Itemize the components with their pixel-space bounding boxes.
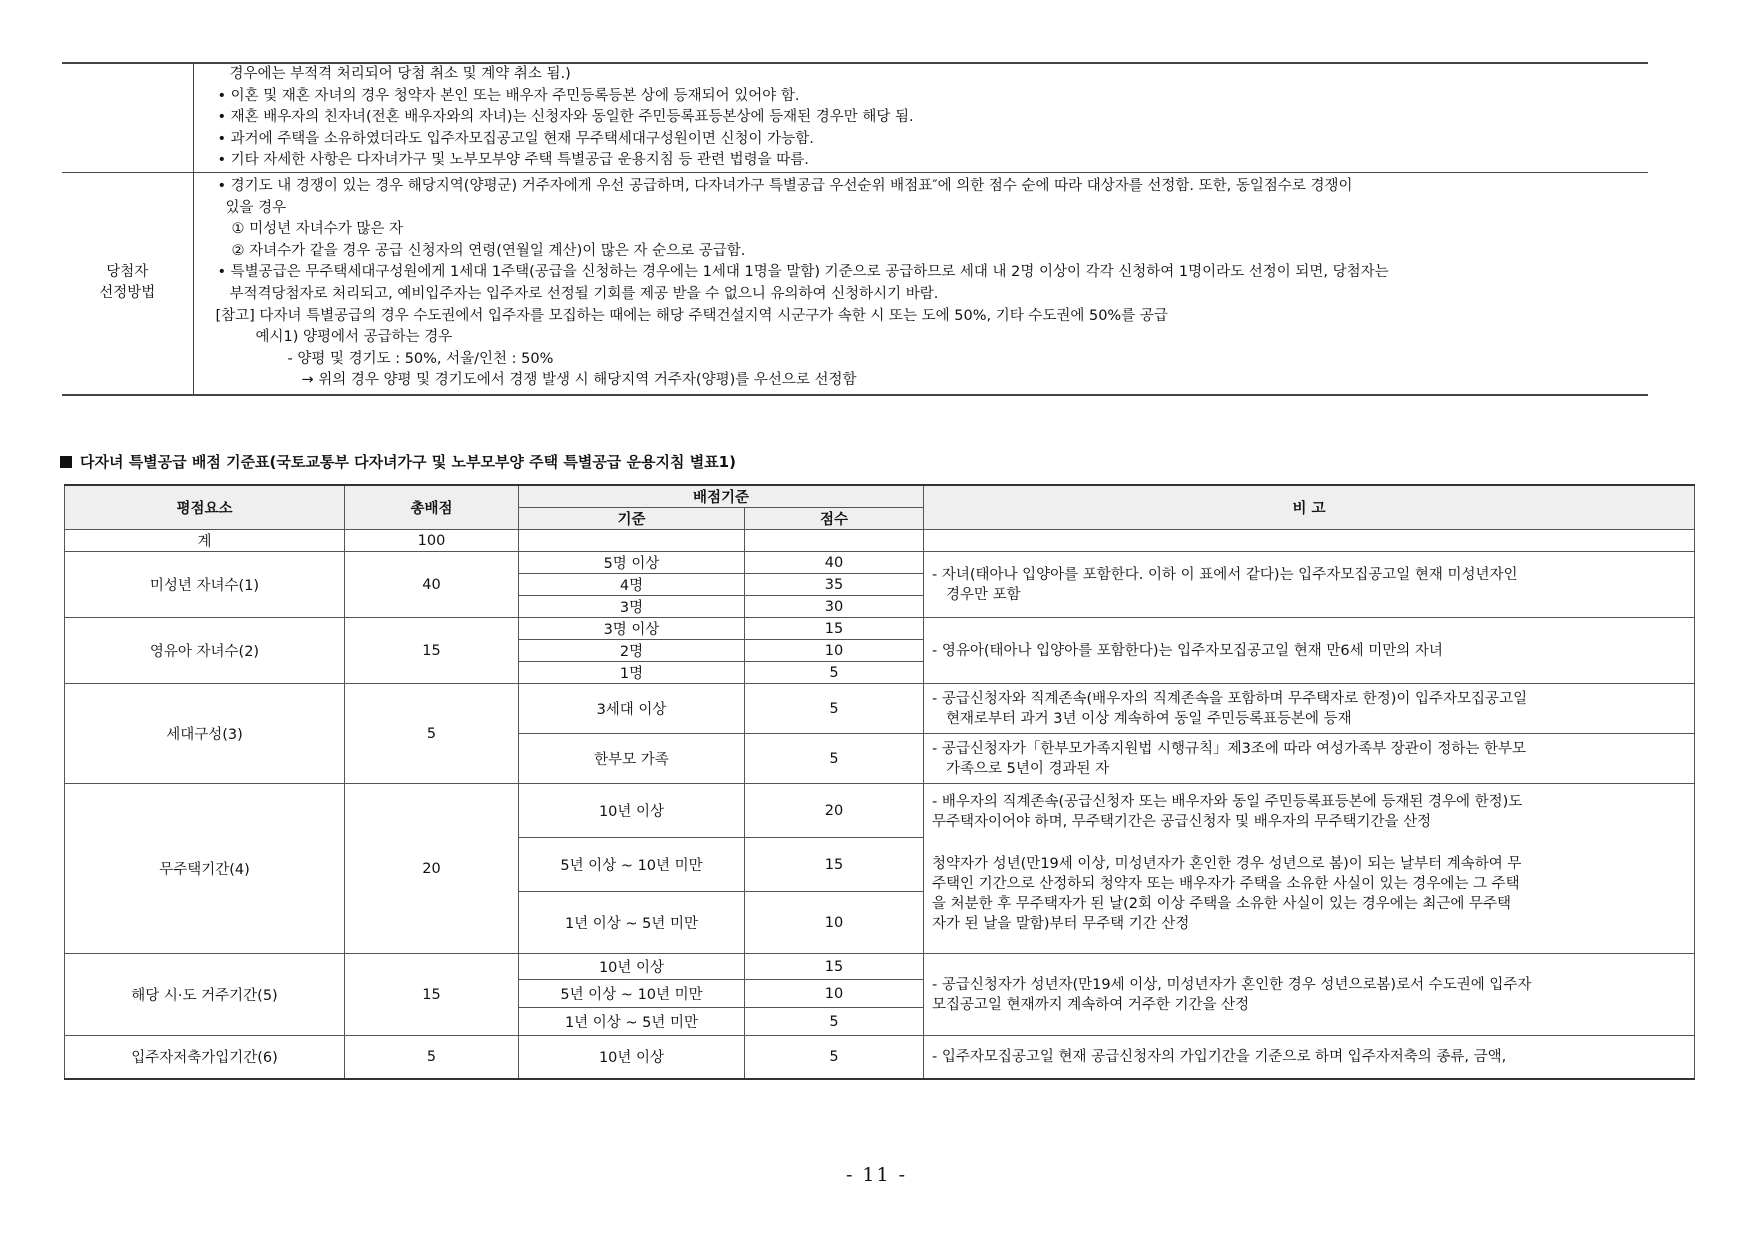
cell-factor: 입주자저축가입기간(6)	[65, 1036, 345, 1079]
cell-criteria: 5명 이상	[519, 552, 745, 574]
text-line: 부적격당첨자로 처리되고, 예비입주자는 입주자로 선정될 기회를 제공 받을 수 없으니 유의하여 신청하시기 바람.	[229, 285, 939, 302]
row-label-selection-method: 당첨자 선정방법	[62, 172, 193, 394]
cell-factor: 영유아 자녀수(2)	[65, 618, 345, 684]
cell-factor: 계	[65, 530, 345, 552]
table-row	[65, 784, 1695, 838]
cell-total: 5	[345, 1036, 519, 1079]
cell-score: 15	[745, 954, 924, 980]
bullet-line: • 경기도 내 경쟁이 있는 경우 해당지역(양평군) 거주자에게 우선 공급하며, 다자녀가구 특별공급 우선순위 배점표″에 의한 점수 순에 따라 대상자를 선정함. 또한, 동일점수로 경쟁이	[217, 177, 1353, 194]
header-criteria-group: 배점기준	[519, 485, 924, 508]
bullet-line: • 이혼 및 재혼 자녀의 경우 청약자 본인 또는 배우자 주민등록등본 상에 등재되어 있어야 함.	[217, 87, 800, 104]
numbered-line: ① 미성년 자녀수가 많은 자	[231, 221, 404, 238]
cell-remarks: - 입주자모집공고일 현재 공급신청자의 가입기간을 기준으로 하며 입주자저축의 종류, 금액,	[924, 1036, 1695, 1079]
header-factor: 평점요소	[65, 485, 345, 530]
example-line: 예시1) 양평에서 공급하는 경우	[255, 329, 453, 346]
header-score: 점수	[745, 508, 924, 530]
cell-score: 5	[745, 734, 924, 784]
page-number: - 11 -	[845, 1164, 908, 1186]
numbered-line: ② 자녀수가 같을 경우 공급 신청자의 연령(연월일 계산)이 많은 자 순으로 공급함.	[231, 242, 746, 259]
cell-remarks: - 배우자의 직계존속(공급신청자 또는 배우자와 동일 주민등록표등본에 등재된 경우에 한정)도 무주택자이어야 하며, 무주택기간은 공급신청자 및 배우자의 무주택기간을 산정 청약자가 성년(만19세 이상, 미성년자가 혼인한 경우 성년으로 봄)이 되는 날부터 계속하여 무 주택인 기간으로 산정하되 청약자 또는 배우자가 주택을 소유한 사실이 있는 경우에는 그 주택 을 처분한 후 무주택자가 된 날(2회 이상 주택을 소유한 사실이 있는 경우에는 최근에 무주택 자가 된 날을 말함)부터 무주택 기간 산정	[924, 784, 1695, 954]
cell-criteria: 2명	[519, 640, 745, 662]
reference-line: [참고] 다자녀 특별공급의 경우 수도권에서 입주자를 모집하는 때에는 해당 주택건설지역 시군구가 속한 시 또는 도에 50%, 기타 수도권에 50%를 공급	[215, 307, 1168, 324]
cell-total: 15	[345, 954, 519, 1036]
cell-total: 15	[345, 618, 519, 684]
text-line: 있을 경우	[225, 199, 287, 216]
bullet-line: • 재혼 배우자의 친자녀(전혼 배우자와의 자녀)는 신청자와 동일한 주민등록표등본상에 등재된 경우만 해당 됨.	[217, 109, 914, 126]
cell-score: 5	[745, 1008, 924, 1036]
cell-score: 5	[745, 662, 924, 684]
cell-score: 10	[745, 640, 924, 662]
cell-criteria: 10년 이상	[519, 954, 745, 980]
cell-total: 20	[345, 784, 519, 954]
table-row	[65, 1036, 1695, 1079]
cell-score: 15	[745, 618, 924, 640]
eligibility-row-selection	[62, 172, 1648, 394]
eligibility-row-notes	[62, 63, 1648, 172]
header-criteria: 기준	[519, 508, 745, 530]
text-line: 경우에는 부적격 처리되어 당첨 취소 및 계약 취소 됨.)	[229, 66, 571, 82]
cell-score: 30	[745, 596, 924, 618]
cell-factor: 해당 시·도 거주기간(5)	[65, 954, 345, 1036]
cell-score: 10	[745, 980, 924, 1008]
table-row	[65, 954, 1695, 980]
example-line: → 위의 경우 양평 및 경기도에서 경쟁 발생 시 해당지역 거주자(양평)를 우선으로 선정함	[301, 372, 857, 389]
cell-remarks: - 공급신청자가 성년자(만19세 이상, 미성년자가 혼인한 경우 성년으로봄)로서 수도권에 입주자 모집공고일 현재까지 계속하여 거주한 기간을 산정	[924, 954, 1695, 1036]
table-row	[65, 684, 1695, 734]
table-row-total	[65, 530, 1695, 552]
table-row	[65, 618, 1695, 640]
cell-criteria: 5년 이상 ~ 10년 미만	[519, 980, 745, 1008]
selection-method-body	[193, 172, 1648, 394]
cell-criteria: 3명 이상	[519, 618, 745, 640]
cell-total: 5	[345, 684, 519, 784]
cell-score: 40	[745, 552, 924, 574]
table-header-row	[65, 485, 1695, 508]
example-line: - 양평 및 경기도 : 50%, 서울/인천 : 50%	[287, 350, 554, 367]
cell-criteria: 한부모 가족	[519, 734, 745, 784]
cell-factor: 무주택기간(4)	[65, 784, 345, 954]
cell-empty	[519, 530, 745, 552]
table-row	[65, 552, 1695, 574]
section-heading: 다자녀 특별공급 배점 기준표(국토교통부 다자녀가구 및 노부모부양 주택 특별공급 운용지침 별표1)	[60, 451, 736, 472]
cell-remarks: - 자녀(태아나 입양아를 포함한다. 이하 이 표에서 같다)는 입주자모집공고일 현재 미성년자인 경우만 포함	[924, 552, 1695, 618]
cell-remarks: - 영유아(태아나 입양아를 포함한다)는 입주자모집공고일 현재 만6세 미만의 자녀	[924, 618, 1695, 684]
cell-empty	[745, 530, 924, 552]
cell-criteria: 10년 이상	[519, 784, 745, 838]
row-label-empty	[62, 63, 193, 172]
header-total: 총배점	[345, 485, 519, 530]
cell-total: 100	[345, 530, 519, 552]
cell-score: 15	[745, 838, 924, 892]
bullet-line: • 특별공급은 무주택세대구성원에게 1세대 1주택(공급을 신청하는 경우에는 1세대 1명을 말함) 기준으로 공급하므로 세대 내 2명 이상이 각각 신청하여 1명이라도 선정이 되면, 당첨자는	[217, 264, 1389, 281]
cell-criteria: 3명	[519, 596, 745, 618]
cell-empty	[924, 530, 1695, 552]
cell-score: 10	[745, 892, 924, 954]
eligibility-table	[62, 62, 1648, 396]
cell-criteria: 1년 이상 ~ 5년 미만	[519, 892, 745, 954]
notes-body	[193, 63, 1648, 172]
cell-criteria: 4명	[519, 574, 745, 596]
score-criteria-table	[64, 484, 1695, 1080]
cell-criteria: 1년 이상 ~ 5년 미만	[519, 1008, 745, 1036]
cell-score: 5	[745, 684, 924, 734]
cell-score: 20	[745, 784, 924, 838]
cell-score: 5	[745, 1036, 924, 1079]
cell-score: 35	[745, 574, 924, 596]
cell-remarks: - 공급신청자와 직계존속(배우자의 직계존속을 포함하며 무주택자로 한정)이 입주자모집공고일 현재로부터 과거 3년 이상 계속하여 동일 주민등록표등본에 등재	[924, 684, 1695, 734]
cell-factor: 세대구성(3)	[65, 684, 345, 784]
cell-factor: 미성년 자녀수(1)	[65, 552, 345, 618]
cell-criteria: 5년 이상 ~ 10년 미만	[519, 838, 745, 892]
cell-criteria: 10년 이상	[519, 1036, 745, 1079]
header-remarks: 비 고	[924, 485, 1695, 530]
bullet-line: • 과거에 주택을 소유하였더라도 입주자모집공고일 현재 무주택세대구성원이면 신청이 가능함.	[217, 130, 814, 147]
cell-total: 40	[345, 552, 519, 618]
cell-criteria: 3세대 이상	[519, 684, 745, 734]
cell-criteria: 1명	[519, 662, 745, 684]
square-bullet-icon	[60, 456, 72, 468]
cell-remarks: - 공급신청자가「한부모가족지원법 시행규칙」제3조에 따라 여성가족부 장관이 정하는 한부모 가족으로 5년이 경과된 자	[924, 734, 1695, 784]
bullet-line: • 기타 자세한 사항은 다자녀가구 및 노부모부양 주택 특별공급 운용지침 등 관련 법령을 따름.	[217, 152, 809, 169]
